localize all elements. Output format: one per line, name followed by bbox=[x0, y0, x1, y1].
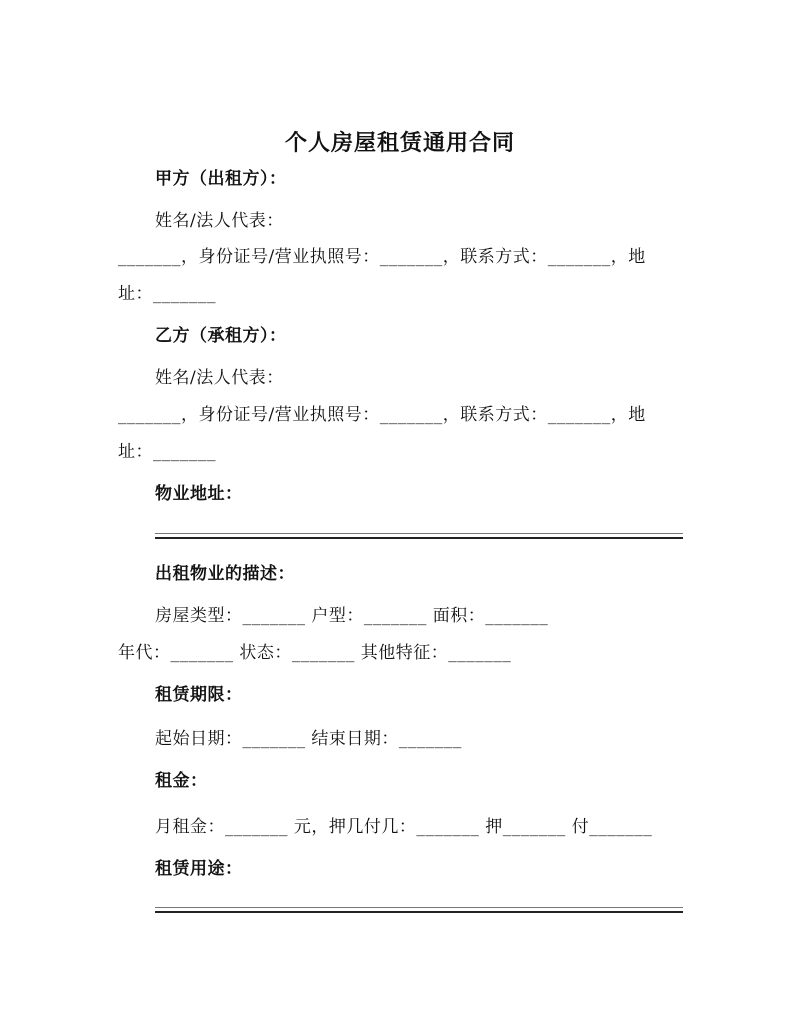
rent-amount-line: 月租金：_______ 元，押几付几：_______ 押_______ 付_______ bbox=[155, 817, 653, 837]
property-description-line2: 年代：_______ 状态：_______ 其他特征：_______ bbox=[118, 643, 512, 663]
party-a-heading: 甲方（出租方）： bbox=[155, 169, 287, 189]
property-address-heading: 物业地址： bbox=[155, 484, 243, 504]
lease-purpose-heading: 租赁用途： bbox=[155, 859, 243, 879]
party-b-address-line: 址：_______ bbox=[118, 442, 216, 462]
party-b-heading: 乙方（承租方）： bbox=[155, 326, 287, 346]
document-title: 个人房屋租赁通用合同 bbox=[284, 130, 515, 156]
property-description-heading: 出租物业的描述： bbox=[155, 564, 295, 584]
party-b-name-line: 姓名/法人代表： bbox=[155, 368, 284, 388]
party-a-address-line: 址：_______ bbox=[118, 284, 216, 304]
lease-purpose-line bbox=[155, 911, 683, 913]
property-address-line bbox=[155, 537, 683, 539]
party-a-id-line: _______，身份证号/营业执照号：_______，联系方式：_______，地 bbox=[118, 247, 646, 267]
lease-purpose-line-upper bbox=[155, 907, 683, 908]
rent-heading: 租金： bbox=[155, 771, 208, 791]
lease-term-heading: 租赁期限： bbox=[155, 685, 243, 705]
property-description-line1: 房屋类型：_______ 户型：_______ 面积：_______ bbox=[155, 606, 549, 626]
party-b-id-line: _______，身份证号/营业执照号：_______，联系方式：_______，地 bbox=[118, 405, 646, 425]
property-address-line-upper bbox=[155, 533, 683, 534]
lease-term-dates-line: 起始日期：_______ 结束日期：_______ bbox=[155, 729, 462, 749]
party-a-name-line: 姓名/法人代表： bbox=[155, 211, 284, 231]
